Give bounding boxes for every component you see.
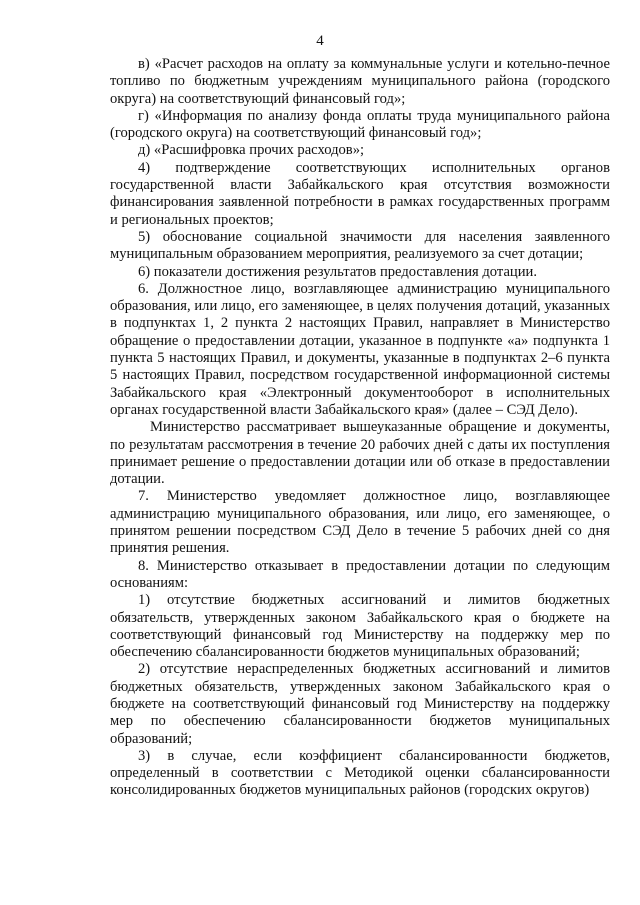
page-number: 4 xyxy=(316,33,324,49)
paragraph-ground-1: 1) отсутствие бюджетных ассигнований и лимитов бюджетных обязательств, утвержденных законом Забайкальского края о бюджете на соответствующий финансовый год Министерству на поддержку мер по обеспечению сбалансированности бюджетов муниципальных образований; xyxy=(110,592,610,661)
paragraph-clause-7: 7. Министерство уведомляет должностное лицо, возглавляющее администрацию муниципального образования, или лицо, его заменяющее, о принятом решении посредством СЭД Дело в течение 5 рабочих дней со дня принятия решения. xyxy=(110,488,610,557)
paragraph-item-v: в) «Расчет расходов на оплату за коммунальные услуги и котельно-печное топливо по бюджетным учреждениям муниципального района (городского округа) на соответствующий финансовый год»; xyxy=(110,56,610,107)
document-body xyxy=(110,56,610,800)
paragraph-ground-2: 2) отсутствие нераспределенных бюджетных ассигнований и лимитов бюджетных обязательств, утвержденных законом Забайкальского края о бюджете на соответствующий финансовый год Министерству на поддержку мер по обеспечению сбалансированности бюджетов муниципальных образований; xyxy=(110,661,610,747)
paragraph-ground-3: 3) в случае, если коэффициент сбалансированности бюджетов, определенный в соответствии с Методикой оценки сбалансированности консолидированных бюджетов муниципальных районов (городских округов) xyxy=(110,747,610,799)
paragraph-item-4: 4) подтверждение соответствующих исполнительных органов государственной власти Забайкальского края отсутствия возможности финансирования заявленной потребности в рамках государственных программ и региональных проектов; xyxy=(110,159,610,228)
paragraph-clause-8: 8. Министерство отказывает в предоставлении дотации по следующим основаниям: xyxy=(110,557,610,591)
paragraph-clause-6: 6. Должностное лицо, возглавляющее администрацию муниципального образования, или лицо, его заменяющее, в целях получения дотаций, указанных в подпунктах 1, 2 пункта 2 настоящих Правил, направляет в Министерство обращение о предоставлении дотации, указанное в подпункте «а» подпункта 1 пункта 5 настоящих Правил, и документы, указанные в подпунктах 2–6 пункта 5 настоящих Правил, посредством государственной информационной системы Забайкальского края «Электронный документооборот в исполнительных органах государственной власти Забайкальского края» (далее – СЭД Дело). xyxy=(110,280,610,418)
paragraph-ministry-review: Министерство рассматривает вышеуказанные обращение и документы, по результатам рассмотрения в течение 20 рабочих дней с даты их поступления принимает решение о предоставлении дотации или об отказе в предоставлении дотации. xyxy=(110,419,610,488)
paragraph-item-5: 5) обоснование социальной значимости для населения заявленного муниципальным образованием мероприятия, реализуемого за счет дотации; xyxy=(110,228,610,263)
paragraph-item-d: д) «Расшифровка прочих расходов»; xyxy=(138,142,365,159)
paragraph-item-g: г) «Информация по анализу фонда оплаты труда муниципального района (городского округа) на соответствующий финансовый год»; xyxy=(110,107,610,142)
paragraph-item-6-indicators: 6) показатели достижения результатов предоставления дотации. xyxy=(138,263,538,280)
